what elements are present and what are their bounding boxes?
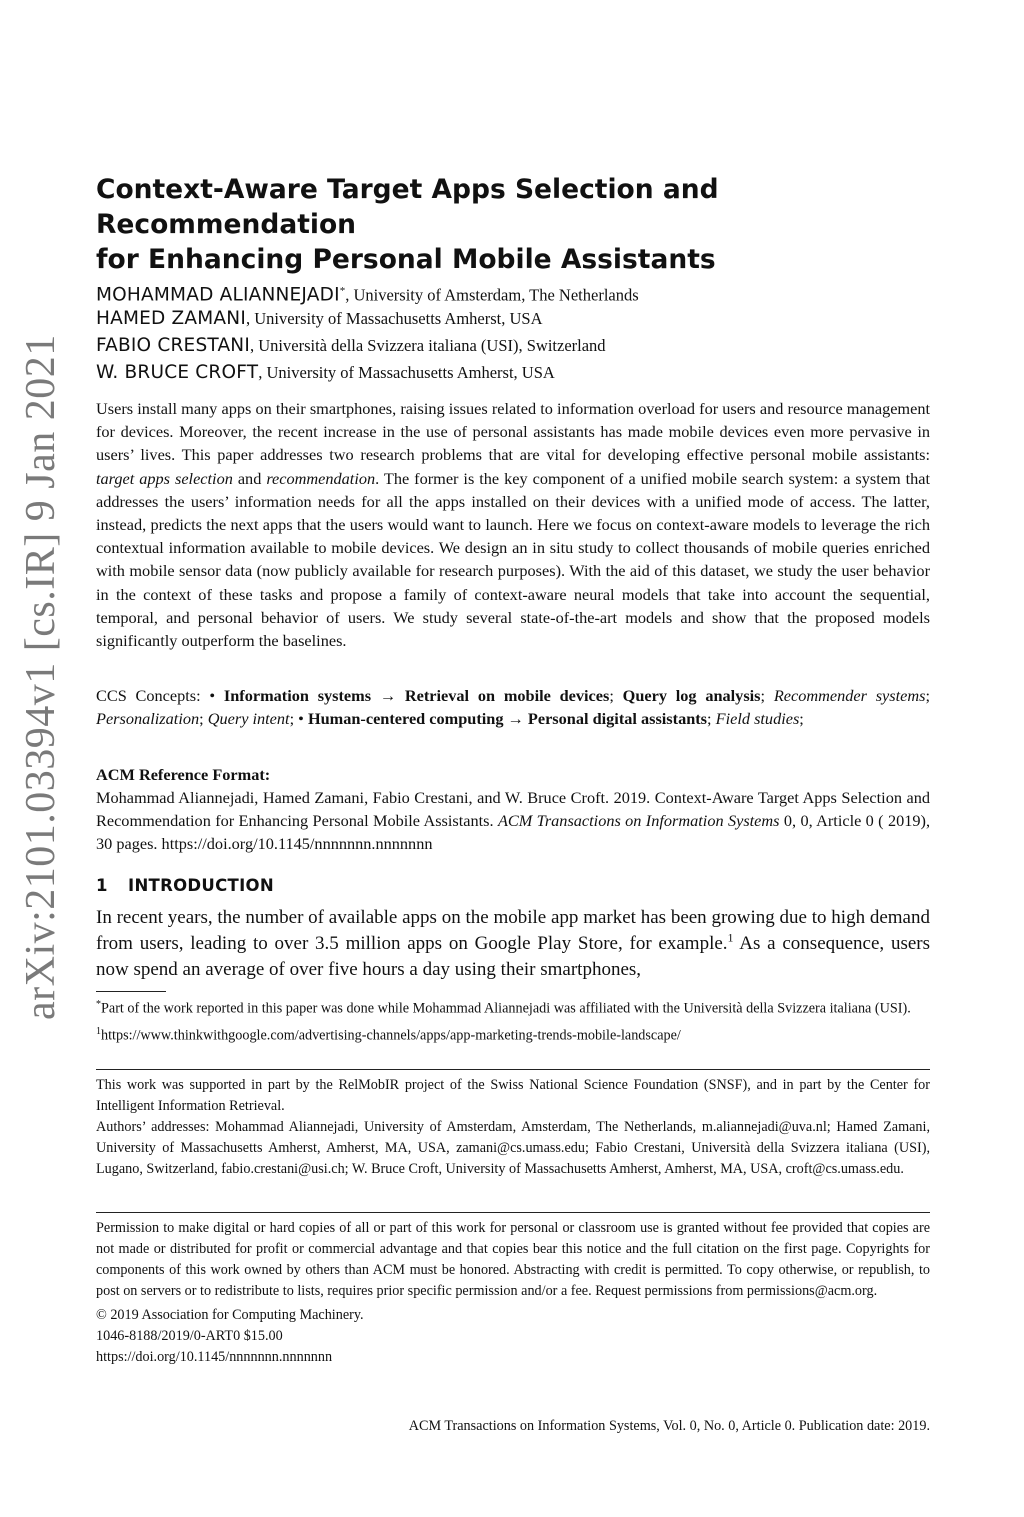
ccs-concept: Personalization: [96, 709, 200, 728]
ccs-arrow: →: [371, 686, 405, 705]
abstract: [96, 397, 930, 652]
section-number: 1: [96, 876, 108, 895]
author-name: FABIO CRESTANI: [96, 335, 251, 356]
paper-title: [96, 172, 930, 277]
ccs-concepts: [96, 684, 930, 730]
doi-line[interactable]: https://doi.org/10.1145/nnnnnnn.nnnnnnn: [96, 1349, 333, 1365]
author-entry: [96, 278, 930, 305]
ccs-end: ;: [799, 709, 804, 728]
ccs-concept: Field studies: [715, 709, 800, 728]
ccs-separator: ;: [707, 709, 716, 728]
footnote-ref: 1: [727, 930, 734, 945]
title-line-1: Context-Aware Target Apps Selection and Recommendation: [96, 174, 719, 240]
funding-text: This work was supported in part by the RelMobIR project of the Swiss National Science Foundation (SNSF), and in part by the Center for Intelligent Information Retrieval.: [96, 1077, 930, 1114]
author-name: W. BRUCE CROFT: [96, 362, 259, 383]
author-list: [96, 278, 930, 386]
divider: [96, 1069, 930, 1070]
ccs-arrow: →: [503, 709, 528, 728]
title-line-2: for Enhancing Personal Mobile Assistants: [96, 244, 716, 275]
ccs-concept: Query intent: [207, 709, 290, 728]
footnote-mark: *: [96, 999, 101, 1010]
author-affiliation: , University of Massachusetts Amherst, USA: [246, 309, 543, 328]
author-addresses: Authors’ addresses: Mohammad Aliannejadi, University of Amsterdam, Amsterdam, The Netherlands, m.aliannejadi@uva.nl; Hamed Zamani, University of Massachusetts Amherst, Amherst, MA, USA, zamani@cs.umass.edu; Fabio Crestani, Università della Svizzera italiana (USI), Lugano, Switzerland, fabio.crestani@usi.ch; W. Bruce Croft, University of Massachusetts Amherst, Amherst, MA, USA, croft@cs.umass.edu.: [96, 1119, 930, 1177]
ccs-separator: ; •: [289, 709, 308, 728]
abstract-text: and: [232, 468, 267, 488]
acm-reference-journal: ACM Transactions on Information Systems: [497, 811, 780, 830]
author-affiliation: , University of Amsterdam, The Netherlands: [345, 285, 639, 305]
copyright-line: © 2019 Association for Computing Machinery.: [96, 1307, 364, 1323]
acm-reference-text: Mohammad Aliannejadi, Hamed Zamani, Fabio Crestani, and W. Bruce Croft. 2019. Context-Aware Target Apps Selection and Recommendation for Enhancing Personal Mobile Assistants.: [96, 788, 930, 830]
ccs-separator: ;: [199, 709, 208, 728]
ccs-concept: Information systems: [223, 686, 372, 705]
footnote-mark: 1: [96, 1025, 101, 1037]
ccs-separator: ;: [925, 686, 930, 705]
ccs-label: CCS Concepts: •: [96, 686, 224, 705]
author-entry: [96, 359, 930, 386]
ccs-concept: Retrieval on mobile devices: [404, 686, 610, 705]
abstract-emphasis: target apps selection: [96, 468, 233, 488]
author-affiliation: , University of Massachusetts Amherst, USA: [258, 363, 555, 382]
abstract-text: . The former is the key component of a unified mobile search system: a system that addresses the users’ information needs for all the apps installed on their devices with a unified mode of access. The latter, instead, predicts the next apps that the users would want to launch. Here we focus on context-aware models to leverage the rich contextual information available to mobile devices. We design an in situ study to collect thousands of mobile queries enriched with mobile sensor data (now publicly available for research purposes). With the aid of this dataset, we study the user behavior in the context of these tasks and propose a family of context-aware neural models that take into account the sequential, temporal, and personal behavior of users. We study several state-of-the-art models and show that the proposed models significantly outperform the baselines.: [96, 468, 930, 651]
acm-reference-heading: ACM Reference Format:: [96, 765, 271, 784]
author-entry: [96, 305, 930, 332]
running-footer: ACM Transactions on Information Systems, Vol. 0, No. 0, Article 0. Publication date: 2019.: [408, 1418, 930, 1434]
footnote: [96, 995, 930, 1019]
permission-text: Permission to make digital or hard copies of all or part of this work for personal or classroom use is granted without fee provided that copies are not made or distributed for profit or commercial advantage and that copies bear this notice and the full citation on the first page. Copyrights for components of this work owned by others than ACM must be honored. Abstracting with credit is permitted. To copy otherwise, or republish, to post on servers or to redistribute to lists, requires prior specific permission and/or a fee. Request permissions from permissions@acm.org.: [96, 1220, 930, 1299]
intro-text: As a consequence, users now spend an average of over five hours a day using their smartphones,: [96, 933, 930, 980]
ccs-separator: ;: [609, 686, 623, 705]
support-note: [96, 1075, 930, 1180]
author-affiliation: , Università della Svizzera italiana (USI), Switzerland: [250, 336, 606, 355]
abstract-emphasis: recommendation: [266, 468, 376, 488]
acm-reference-text: 0, 0, Article 0 ( 2019), 30 pages. https://doi.org/10.1145/nnnnnnn.nnnnnnn: [96, 811, 931, 853]
footnote-divider: [96, 991, 166, 992]
arxiv-stamp: arXiv:2101.03394v1 [cs.IR] 9 Jan 2021: [18, 334, 64, 1020]
issn-line: 1046-8188/2019/0-ART0 $15.00: [96, 1328, 283, 1344]
section-title: INTRODUCTION: [128, 876, 274, 895]
ccs-concept: Personal digital assistants: [527, 709, 708, 728]
ccs-concept: Query log analysis: [622, 686, 761, 705]
acm-reference: [96, 763, 930, 855]
intro-text: In recent years, the number of available apps on the mobile app market has been growing due to high demand from users, leading to over 3.5 million apps on Google Play Store, for example.: [96, 907, 930, 954]
author-name: MOHAMMAD ALIANNEJADI: [96, 284, 340, 306]
author-mark: *: [339, 285, 346, 297]
ccs-concept: Human-centered computing: [307, 709, 504, 728]
footnote-url[interactable]: https://www.thinkwithgoogle.com/advertising-channels/apps/app-marketing-trends-mobile-landscape/: [101, 1027, 681, 1044]
section-heading: [96, 876, 274, 895]
footnotes: [96, 995, 930, 1045]
divider: [96, 1212, 930, 1213]
ccs-concept: Recommender systems: [773, 686, 926, 705]
abstract-text: Users install many apps on their smartphones, raising issues related to information overload for users and resource management for devices. Moreover, the recent increase in the use of personal assistants has made mobile devices even more pervasive in users’ lives. This paper addresses two research problems that are vital for developing effective personal mobile assistants:: [96, 399, 930, 465]
author-name: HAMED ZAMANI: [96, 308, 246, 329]
acm-reference-body: [96, 786, 930, 855]
intro-paragraph: [96, 905, 930, 983]
permission-notice: [96, 1218, 930, 1368]
author-entry: [96, 332, 930, 359]
footnote-text: Part of the work reported in this paper was done while Mohammad Aliannejadi was affiliated with the Università della Svizzera italiana (USI).: [101, 1000, 911, 1017]
footnote: [96, 1022, 930, 1046]
ccs-separator: ;: [760, 686, 774, 705]
